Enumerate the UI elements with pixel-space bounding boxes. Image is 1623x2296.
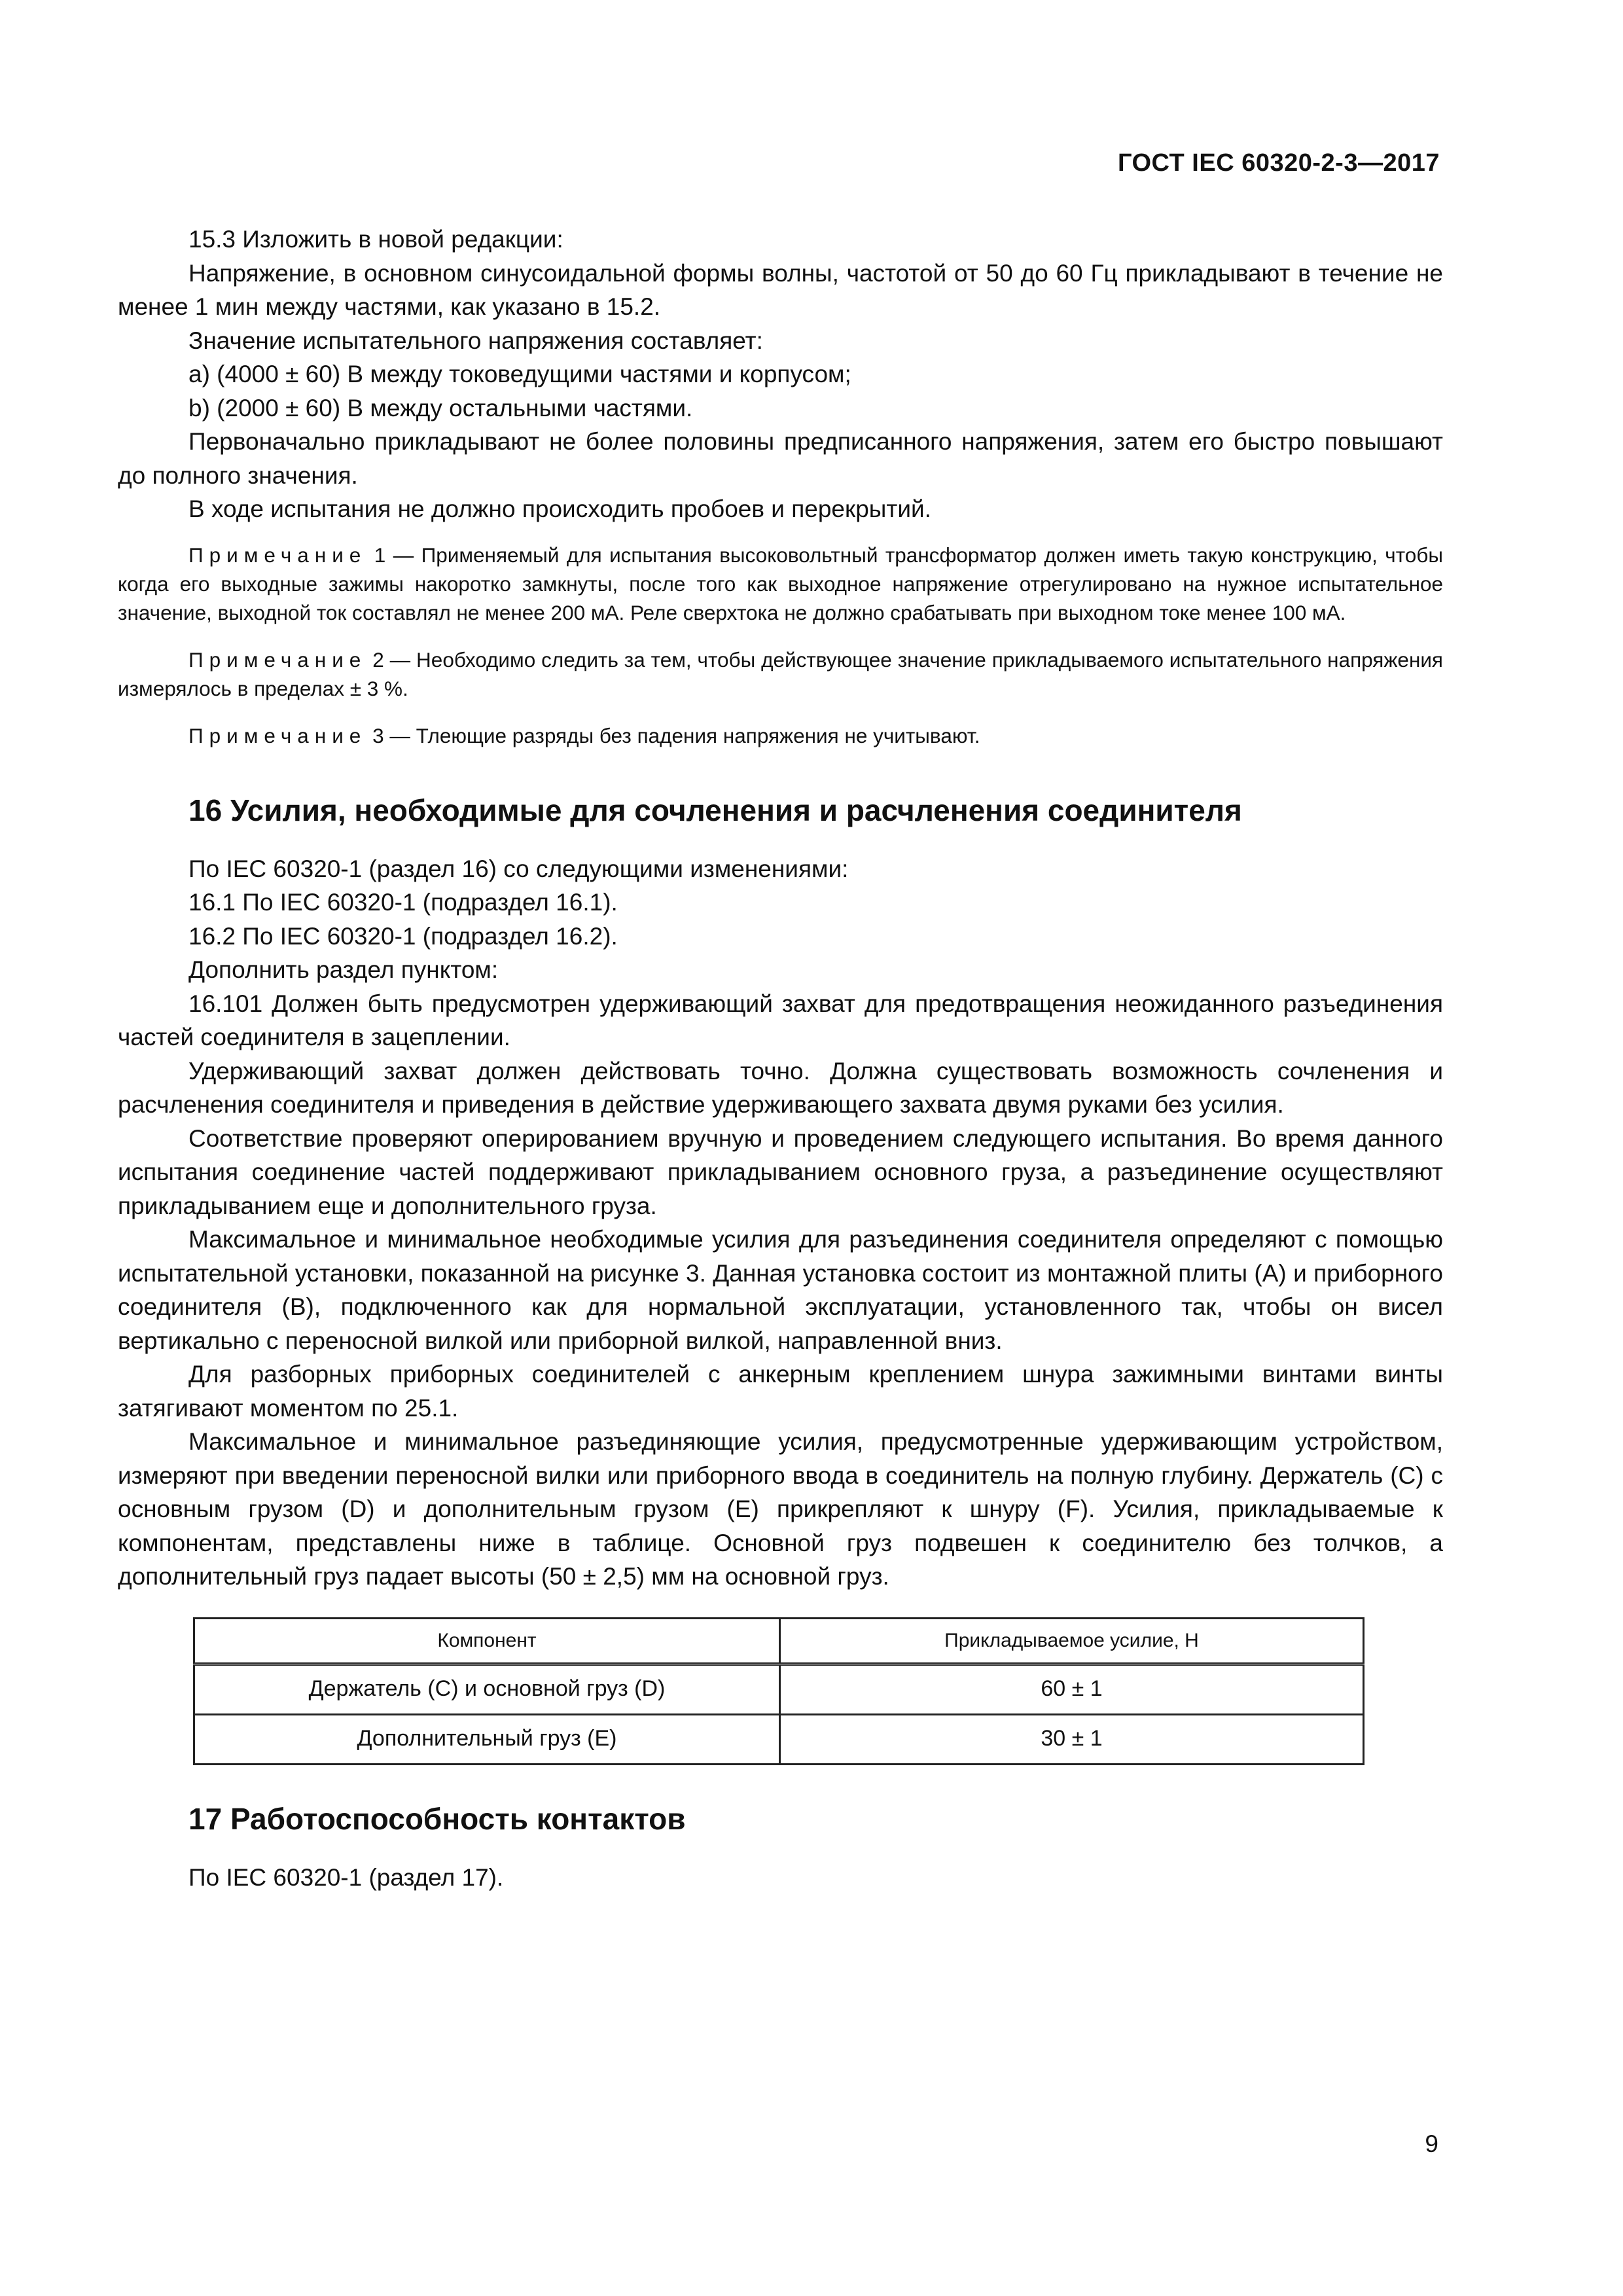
table-cell: 30 ± 1 [780,1714,1364,1764]
paragraph: Первоначально прикладывают не более половины предписанного напряжения, затем его быстро повышают до полного значения. [118,428,1443,489]
table-header-cell: Компонент [194,1618,780,1664]
paragraph: 16.101 Должен быть предусмотрен удерживающий захват для предотвращения неожиданного разъединения частей соединителя в зацеплении. [118,990,1443,1050]
paragraph: Максимальное и минимальное необходимые усилия для разъединения соединителя определяют с помощью испытательной установки, показанной на рисунке 3. Данная установка состоит из монтажной плиты (А) и приборного соединителя (В), подключенного как для нормальной эксплуатации, установленного так, чтобы он висел вертикально с переносной вилкой или приборной вилкой, направленной вниз. [118,1226,1443,1354]
note-3 [118,721,1443,750]
note-text: 3 — Тлеющие разряды без падения напряжения не учитывают. [372,723,980,747]
paragraph: По IEC 60320-1 (раздел 17). [188,1863,504,1891]
table-header-cell: Прикладываемое усилие, Н [780,1618,1364,1664]
section-heading-17: 17 Работоспособность контактов [188,1801,686,1836]
note-text: 2 — Необходимо следить за тем, чтобы действующее значение прикладываемого испытательного напряжения измерялось в пределах ± 3 %. [118,647,1443,700]
table-row [194,1714,1364,1764]
section-heading-16: 16 Усилия, необходимые для сочленения и расчленения соединителя [188,793,1242,827]
paragraph: 15.3 Изложить в новой редакции: [188,226,563,253]
note-text: 1 — Применяемый для испытания высоковольтный трансформатор должен иметь такую конструкцию, чтобы когда его выходные зажимы накоротко замкнуты, после того как выходное напряжение отрегулировано на нужное испытательное значение, выходной ток составлял не менее 200 мА. Реле сверхтока не должно срабатывать при выходном токе менее 100 мА. [118,543,1443,624]
paragraph: Напряжение, в основном синусоидальной формы волны, частотой от 50 до 60 Гц прикладывают в течение не менее 1 мин между частями, как указано в 15.2. [118,259,1443,320]
note-label: Примечание [188,543,367,567]
paragraph: Максимальное и минимальное разъединяющие усилия, предусмотренные удерживающим устройством, измеряют при введении переносной вилки или приборного ввода в соединитель на полную глубину. Держатель (С) с основным грузом (D) и дополнительным грузом (Е) прикрепляют к шнуру (F). Усилия, прикладываемые к компонентам, представлены ниже в таблице. Основной груз подвешен к соединителю без толчков, а дополнительный груз падает высоты (50 ± 2,5) мм на основной груз. [118,1428,1443,1590]
paragraph: 16.1 По IEC 60320-1 (подраздел 16.1). [188,889,618,916]
note-label: Примечание [188,647,367,672]
paragraph: 16.2 По IEC 60320-1 (подраздел 16.2). [188,922,618,950]
list-item: a) (4000 ± 60) В между токоведущими частями и корпусом; [188,361,851,387]
note-1 [118,541,1443,627]
paragraph: Удерживающий захват должен действовать точно. Должна существовать возможность сочленения и расчленения соединителя и приведения в действие удерживающего захвата двумя руками без усилия. [118,1057,1443,1118]
force-table [193,1617,1364,1765]
list-item: b) (2000 ± 60) В между остальными частями. [188,394,693,422]
table-header-row [194,1618,1364,1664]
document-body [118,223,1443,1894]
document-header: ГОСТ IEC 60320-2-3—2017 [1117,149,1440,177]
table-cell: Дополнительный груз (Е) [194,1714,780,1764]
paragraph: Соответствие проверяют оперированием вручную и проведением следующего испытания. Во время данного испытания соединение частей поддерживают прикладыванием основного груза, а разъединение осуществляют прикладыванием еще и дополнительного груза. [118,1124,1443,1219]
table-row [194,1664,1364,1714]
paragraph: Дополнить раздел пунктом: [188,956,499,983]
paragraph: Значение испытательного напряжения составляет: [188,327,763,354]
table-cell: Держатель (С) и основной груз (D) [194,1664,780,1714]
note-label: Примечание [188,723,367,747]
note-2 [118,645,1443,703]
paragraph: В ходе испытания не должно происходить пробоев и перекрытий. [188,495,931,522]
page-number: 9 [1425,2130,1438,2157]
paragraph: Для разборных приборных соединителей с анкерным креплением шнура зажимными винтами винты затягивают моментом по 25.1. [118,1361,1443,1422]
paragraph: По IEC 60320-1 (раздел 16) со следующими изменениями: [188,855,849,882]
table-cell: 60 ± 1 [780,1664,1364,1714]
